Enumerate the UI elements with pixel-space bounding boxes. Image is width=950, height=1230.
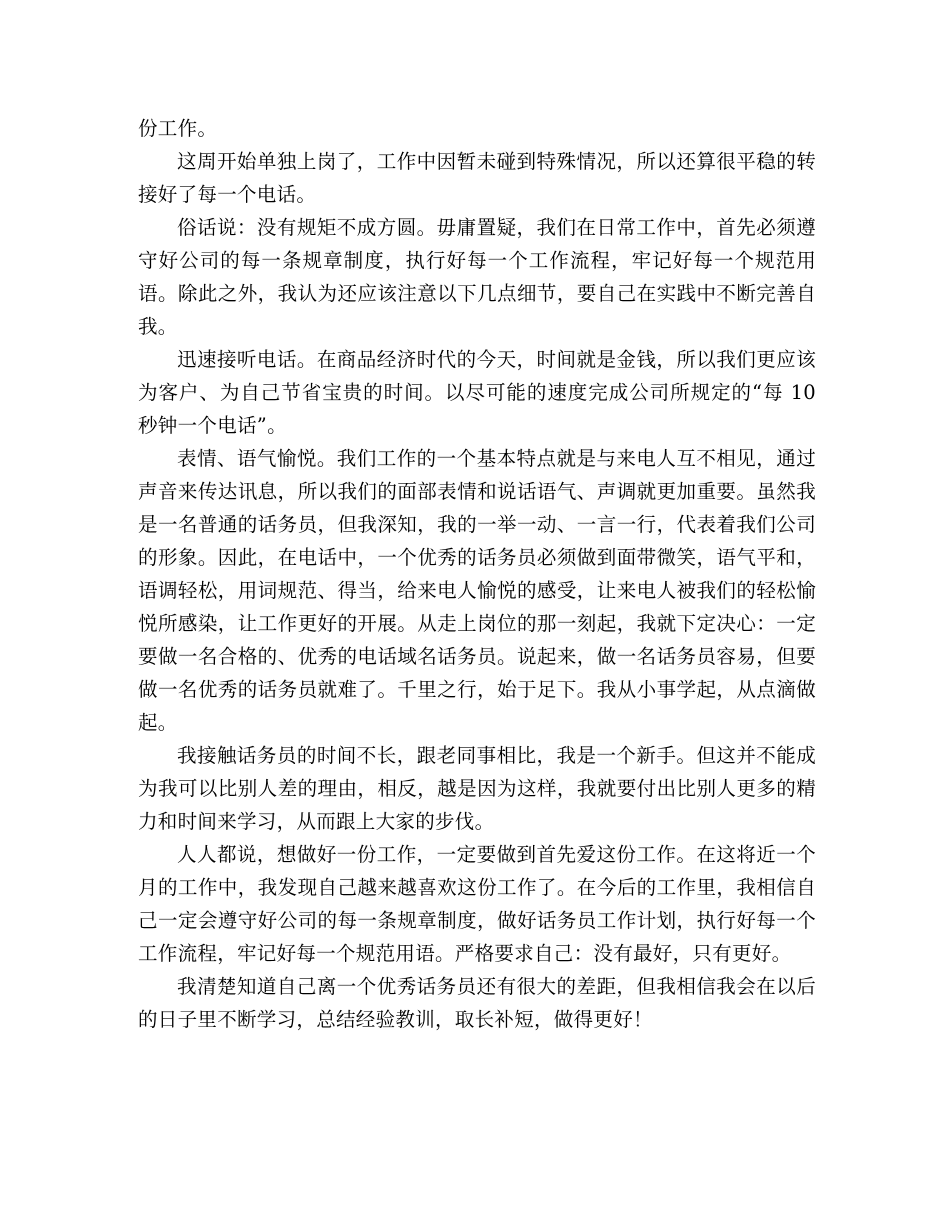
paragraph-5: 表情、语气愉悦。我们工作的一个基本特点就是与来电人互不相见，通过声音来传达讯息，所以我们的面部表情和说话语气、声调就更加重要。虽然我是一名普通的话务员，但我深知，我的一举一动、一言一行，代表着我们公司的形象。因此，在电话中，一个优秀的话务员必须做到面带微笑，语气平和，语调轻松，用词规范、得当，给来电人愉悦的感受，让来电人被我们的轻松愉悦所感染，让工作更好的开展。从走上岗位的那一刻起，我就下定决心：一定要做一名合格的、优秀的电话域名话务员。说起来，做一名话务员容易，但要做一名优秀的话务员就难了。千里之行，始于足下。我从小事学起，从点滴做起。	[138, 447, 816, 734]
paragraph-2: 这周开始单独上岗了，工作中因暂未碰到特殊情况，所以还算很平稳的转接好了每一个电话。	[138, 150, 816, 206]
document-body	[138, 112, 816, 1036]
paragraph-4: 迅速接听电话。在商品经济时代的今天，时间就是金钱，所以我们更应该为客户、为自己节省宝贵的时间。以尽可能的速度完成公司所规定的“每 10 秒钟一个电话”。	[138, 348, 816, 437]
paragraph-8: 我清楚知道自己离一个优秀话务员还有很大的差距，但我相信我会在以后的日子里不断学习，总结经验教训，取长补短，做得更好！	[138, 975, 816, 1031]
paragraph-7: 人人都说，想做好一份工作，一定要做到首先爱这份工作。在这将近一个月的工作中，我发现自己越来越喜欢这份工作了。在今后的工作里，我相信自己一定会遵守好公司的每一条规章制度，做好话务员工作计划，执行好每一个工作流程，牢记好每一个规范用语。严格要求自己：没有最好，只有更好。	[138, 843, 816, 965]
paragraph-6: 我接触话务员的时间不长，跟老同事相比，我是一个新手。但这并不能成为我可以比别人差的理由，相反，越是因为这样，我就要付出比别人更多的精力和时间来学习，从而跟上大家的步伐。	[138, 744, 816, 833]
paragraph-1: 份工作。	[138, 117, 218, 140]
paragraph-3: 俗话说：没有规矩不成方圆。毋庸置疑，我们在日常工作中，首先必须遵守好公司的每一条规章制度，执行好每一个工作流程，牢记好每一个规范用语。除此之外，我认为还应该注意以下几点细节，要自己在实践中不断完善自我。	[138, 216, 816, 338]
